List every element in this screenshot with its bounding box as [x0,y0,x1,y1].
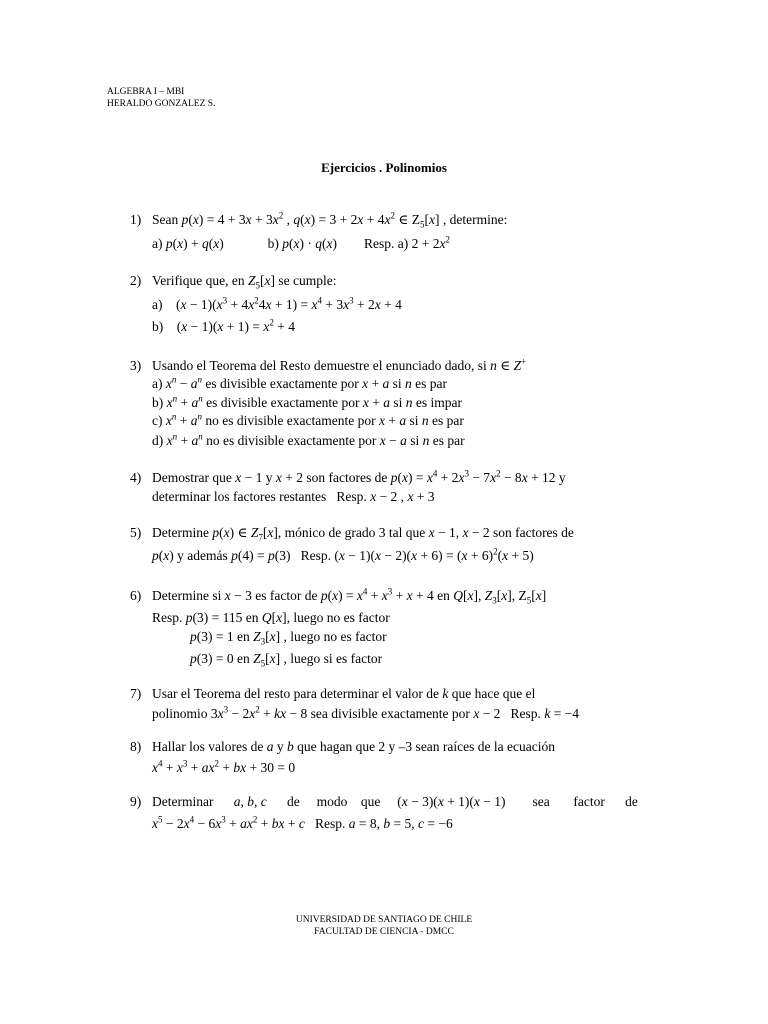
exercise-number: 5) [130,525,142,540]
exercise-line: b) $x^n + a^n$ es divisible exactamente por x + a si n es impar [152,393,462,410]
exercise-line: Sean $p(x) = 4 + 3x + 3x^2$ , $q(x) = 3 + 2x + 4x^2$ ∈ $Z_5[x]$ , determine: [152,210,508,230]
exercise-line: a) $x^n - a^n$ es divisible exactamente por x + a si n es par [152,374,447,391]
exercise-line: $x^5 - 2x^4 - 6x^3 + ax^2$ + bx + c Resp. a = 8, b = 5, c = −6 [152,814,453,831]
author-name: HERALDO GONZALEZ S. [107,99,216,109]
exercise-line: Usando el Teorema del Resto demuestre el enunciado dado, si n ∈ Z+ [152,356,527,373]
exercise-line: $x^4 + x^3 + ax^2$ + bx + 30 = 0 [152,758,296,775]
exercise-line: a) $(x - 1)(x^3 + 4x^24x + 1) = x^4 + 3x^3 + 2x + 4$ [152,295,402,312]
exercise-number: 6) [130,588,142,603]
exercise-line: polinomio $3x^3 - 2x^2$ + kx − 8 sea divisible exactamente por x − 2 Resp. k = −4 [152,704,580,721]
course-name: ALGEBRA I – MBI [107,87,185,97]
exercise-line: d) $x^n + a^n$ no es divisible exactamente por x − a si n es par [152,431,465,448]
exercise-line: a) p(x) + q(x) b) p(x) · q(x) Resp. a) $2 + 2x^2$ [152,234,450,251]
exercise-line: Determine p(x) ∈ $Z_7[x]$, mónico de grado 3 tal que x − 1, x − 2 son factores de [152,525,574,543]
exercise-line: Determine si x − 3 es factor de $p(x) = x^4 + x^3 + x + 4$ en Q[x], $Z_3[x]$, $Z_5[x]$ [152,586,547,606]
document-footer [0,914,768,938]
exercise-number: 4) [130,470,142,485]
university-name: UNIVERSIDAD DE SANTIAGO DE CHILE [295,915,473,925]
exercise-line: Resp. p(3) = 115 en Q[x], luego no es factor [152,610,390,625]
exercise-line: p(3) = 1 en $Z_3[x]$ , luego no es factor [190,629,387,647]
exercise-number: 3) [130,358,142,373]
exercise-line: Verifique que, en $Z_5[x]$ se cumple: [152,273,337,291]
exercise-number: 8) [130,739,142,754]
exercise-line: Hallar los valores de a y b que hagan que 2 y –3 sean raíces de la ecuación [152,739,555,754]
exercise-line: p(3) = 0 en $Z_5[x]$ , luego si es factor [190,651,383,669]
exercise-number: 9) [130,794,142,809]
exercise-line: Usar el Teorema del resto para determinar el valor de k que hace que el [152,686,536,701]
exercise-line: p(x) y además p(4) = p(3) Resp. $(x - 1)(x - 2)(x + 6) = (x + 6)^2(x + 5)$ [152,546,534,563]
faculty-name: FACULTAD DE CIENCIA - DMCC [314,927,454,937]
document-header [107,86,215,110]
exercise-line: b) $(x - 1)(x + 1) = x^2 + 4$ [152,317,295,334]
exercise-number: 7) [130,686,142,701]
page-title: Ejercicios . Polinomios [321,160,447,175]
exercise-line: Determinar a, b, c de modo que (x − 3)(x + 1)(x − 1) sea factor de [152,794,638,809]
exercise-number: 1) [130,212,142,227]
exercise-number: 2) [130,273,142,288]
exercise-line: Demostrar que x − 1 y x + 2 son factores de $p(x) = x^4 + 2x^3 - 7x^2 - 8x + 12$ y [152,468,566,485]
exercise-line: determinar los factores restantes Resp. x − 2 , x + 3 [152,489,435,504]
exercise-line: c) $x^n + a^n$ no es divisible exactamente por x + a si n es par [152,411,464,428]
